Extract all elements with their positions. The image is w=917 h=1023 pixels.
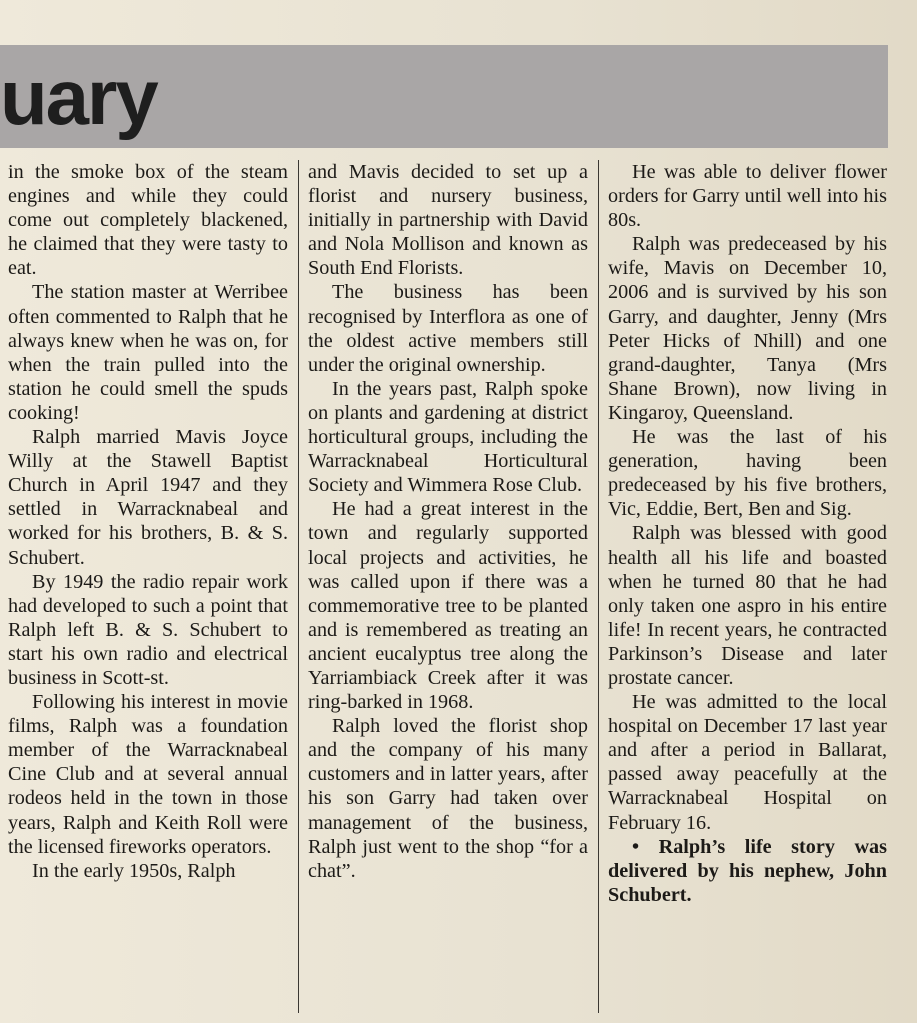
- paragraph: He was able to deliver flower orders for Garry until well into his 80s.: [608, 161, 887, 232]
- paragraph: In the years past, Ralph spoke on plants and gardening at district horticultural groups, including the Warracknabeal Horticultural Society and Wimmera Rose Club.: [308, 377, 588, 497]
- author-credit: • Ralph’s life story was delivered by his nephew, John Schubert.: [608, 835, 887, 906]
- paragraph: He had a great interest in the town and regularly supported local projects and activities, he was called upon if there was a commemorative tree to be planted and is remembered as treating an ancient eucalyptus tree along the Yarriambiack Creek after it was ring-barked in 1968.: [308, 498, 588, 714]
- column-divider: [298, 160, 299, 1013]
- paragraph: The station master at Werribee often commented to Ralph that he always knew when he was on, for when the train pulled into the station he could smell the spuds cooking!: [8, 281, 288, 424]
- section-title: uary: [0, 53, 157, 141]
- paragraph: Following his interest in movie films, Ralph was a foundation member of the Warracknabeal Cine Club and at several annual rodeos held in the town in those years, Ralph and Keith Roll were the licensed fireworks operators.: [8, 691, 288, 858]
- paragraph: By 1949 the radio repair work had developed to such a point that Ralph left B. & S. Schubert to start his own radio and electrical business in Scott-st.: [8, 570, 288, 689]
- paragraph: He was the last of his generation, having been predeceased by his five brothers, Vic, Eddie, Bert, Ben and Sig.: [608, 426, 887, 521]
- paragraph: In the early 1950s, Ralph: [32, 859, 236, 882]
- paragraph: He was admitted to the local hospital on December 17 last year and after a period in Ballarat, passed away peacefully at the Warracknabeal Hospital on February 16.: [608, 691, 887, 834]
- paragraph: Ralph was predeceased by his wife, Mavis on December 10, 2006 and is survived by his son Garry, and daughter, Jenny (Mrs Peter Hicks of Nhill) and one grand-daughter, Tanya (Mrs Shane Brown), now living in Kingaroy, Queensland.: [608, 233, 887, 424]
- paragraph: Ralph loved the florist shop and the company of his many customers and in latter years, after his son Garry had taken over management of the business, Ralph just went to the shop “for a chat”.: [308, 715, 588, 882]
- article-column-3: [608, 160, 887, 907]
- article-column-2: [308, 160, 588, 883]
- article-column-1: [8, 160, 288, 883]
- paragraph: in the smoke box of the steam engines and while they could come out completely blackened, he claimed that they were tasty to eat.: [8, 161, 288, 280]
- column-divider: [598, 160, 599, 1013]
- paragraph: The business has been recognised by Interflora as one of the oldest active members still under the original ownership.: [308, 281, 588, 376]
- paragraph: and Mavis decided to set up a florist and nursery business, initially in partnership with David and Nola Mollison and known as South End Florists.: [308, 161, 588, 280]
- paragraph: Ralph was blessed with good health all his life and boasted when he turned 80 that he had only taken one aspro in his entire life! In recent years, he contracted Parkinson’s Disease and later prostate cancer.: [608, 522, 887, 689]
- paragraph: Ralph married Mavis Joyce Willy at the Stawell Baptist Church in April 1947 and they settled in Warracknabeal and worked for his brothers, B. & S. Schubert.: [8, 426, 288, 569]
